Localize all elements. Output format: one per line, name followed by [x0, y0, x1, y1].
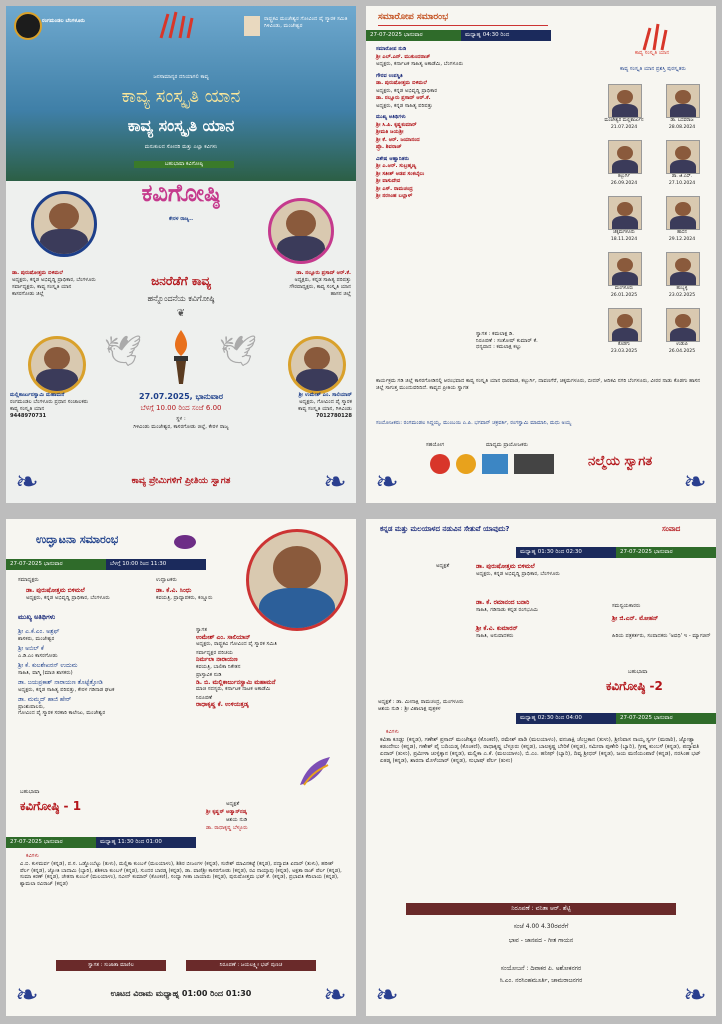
discussion-tag: ಸಂವಾದ: [662, 525, 681, 533]
awardee-name: ಹುಬ್ಬಳ್ಳಿ: [676, 286, 688, 291]
poster-cover: [6, 6, 356, 503]
title-stylized: ಕಾವ್ಯ ಸಂಸ್ಕೃತಿ ಯಾನ: [121, 86, 241, 107]
awardee-name: ಮಂಜೇಶ್ವರ ಮಲ್ಲಿಕಾರ್ಜುನ: [604, 118, 644, 123]
guest-desc: ಪ್ರಾಂಶುಪಾಲರು,: [18, 703, 45, 710]
corner-ornament-left: ❧: [375, 465, 399, 498]
kavigoshti-title: ಕವಿಗೋಷ್ಠಿ - 1: [20, 799, 82, 813]
coordinator-2: ಸಿ.ಎಂ. ನರಸಿಂಹಮೂರ್ತಿ, ಚಾಮರಾಜನಗರ: [499, 977, 583, 984]
awardee-name: ಉಡುಪಿ: [676, 342, 688, 347]
coordinator-left-phone: 9448970731: [10, 413, 47, 419]
corner-ornament-left: ❧: [375, 978, 399, 1011]
kavigoshti-label: ಬಹುಭಾಷಾ ಕವಿಗೋಷ್ಠಿ: [134, 161, 234, 168]
intro-name: ನಿರ್ಮಲಾ ನಾರಾಯಣ: [196, 656, 238, 663]
section-item: ಅಧ್ಯಕ್ಷರು, ಕನ್ನಡ ಅಭಿವೃದ್ಧಿ ಪ್ರಾಧಿಕಾರ: [376, 87, 438, 94]
rangamandala-logo: [14, 12, 42, 40]
corner-ornament-right: ❧: [323, 978, 347, 1011]
role-item: ಧನ್ಯವಾದ : ಕಮಲಾಕ್ಷ ಕಲ್ಲು: [476, 344, 522, 350]
date-bar: 27-07-2025 ಭಾನುವಾರ: [616, 547, 716, 558]
nirupane-bar: ನಿರೂಪಣೆ : ಜಯಲಕ್ಷ್ಮೀ ಭಟ್ ಪುಣಚ: [186, 960, 316, 971]
awardee-photo: [608, 140, 642, 174]
sponsor-logo-3: [482, 454, 508, 474]
guest-right-desc3: ಹಾಸನ ಜಿಲ್ಲೆ: [330, 291, 351, 297]
corner-ornament-right: ❧: [683, 978, 707, 1011]
coordinator-left-desc: ರಂಗಮಂಡಲ ಬೆಂಗಳೂರು ಪ್ರಧಾನ ಸಂಚಾಲಕರು: [10, 399, 89, 405]
section-title: ಉದ್ಘಾಟನಾ ಸಮಾರಂಭ: [36, 533, 119, 546]
awardee-card: [656, 84, 708, 140]
right-org-name: ರಾಷ್ಟ್ರಕವಿ ಮಂಜೇಶ್ವರ ಗೋವಿಂದ ಪೈ ಸ್ಮಾರಕ ಸಮಿತಿ ಗಿಳಿವಿಂಡು, ಮಂಜೇಶ್ವರ: [264, 16, 348, 29]
poster-samvada: [366, 519, 716, 1016]
awardee-date: 28.08.2024: [668, 125, 696, 130]
awardee-name: ಕಲ್ಬುರ್ಗಿ: [618, 174, 630, 179]
awardee-card: [656, 252, 708, 308]
guest-left-desc3: ಕಾಸರಗೋಡು ಜಿಲ್ಲೆ: [12, 291, 44, 297]
coordinator-right-photo: [288, 336, 346, 394]
kavigoshti-date-bar: 27-07-2025 ಭಾನುವಾರ: [616, 713, 716, 724]
kavigoshti-time-bar: ಮಧ್ಯಾಹ್ನ 11:30 ರಿಂದ 01:00: [96, 837, 196, 848]
awardee-photo: [666, 252, 700, 286]
panelist-2-desc: ಸಾಹಿತಿ, ಅನುವಾದಕರು: [476, 633, 514, 639]
poet-portrait-icon: [244, 16, 260, 36]
section-item: ಅಧ್ಯಕ್ಷರು, ಕರ್ನಾಟಕ ಸಾಹಿತ್ಯ ಅಕಾಡೆಮಿ, ಬೆಂಗಳೂರು: [376, 61, 464, 67]
coordinator-left-desc2: ಕಾವ್ಯ ಸಂಸ್ಕೃತಿ ಯಾನ: [10, 406, 45, 412]
section-item: ಶ್ರೀ ಎ.ಆರ್. ಸುಬ್ರಹ್ಮಣ್ಯ: [376, 163, 417, 169]
kavigoshti-title: ಕವಿಗೋಷ್ಠಿ -2: [606, 679, 663, 693]
tagline2: ಜನರೆಡೆಗೆ ಕಾವ್ಯ: [151, 274, 211, 288]
section-item: ಡಾ. ಪುರುಷೋತ್ತಮ ಬಿಳಿಮಲೆ: [376, 80, 427, 86]
chair-label: ಅಧ್ಯಕ್ಷತೆ: [436, 563, 450, 569]
awardee-card: [656, 308, 708, 364]
roles-list: [476, 331, 586, 351]
section-heading: ಸಮಾರೋಪ ನುಡಿ: [376, 46, 407, 52]
kavigoshti-time-bar: ಮಧ್ಯಾಹ್ನ 02:30 ರಿಂದ 04:00: [516, 713, 616, 724]
awardee-date: 26.01.2025: [610, 293, 638, 298]
awardee-photo: [608, 196, 642, 230]
awardee-name: ಡಾ. ಜಿ.ಎಸ್.: [671, 174, 693, 179]
section-title: ಸಮಾರೋಪ ಸಮಾರಂಭ: [378, 12, 449, 22]
section-item: ಶ್ರೀಮತಿ ಜಯಶ್ರೀ: [376, 129, 404, 135]
inaugurator-desc: ಕವಯತ್ರಿ, ಪ್ರಾಧ್ಯಾಪಕರು, ಕಣ್ಣೂರು: [156, 595, 213, 601]
program-roles: [196, 627, 346, 709]
prastavika-desc: ಮಾಜಿ ಸದಸ್ಯರು, ಕರ್ನಾಟಕ ನಾಟಕ ಅಕಾಡೆಮಿ: [196, 686, 271, 692]
feather-logo: [294, 755, 334, 791]
awardee-card: [656, 140, 708, 196]
guest-name: ಶ್ರೀ ಎ.ಕೆ.ಎಂ. ಅಶ್ರಫ್: [18, 628, 60, 635]
panelist-1-name: ಡಾ. ಕೆ. ರಮಾನಂದ ಬನಾರಿ: [476, 599, 530, 606]
kavigoshti-president: ಶ್ರೀ ಕೃಷ್ಣನ್ ಅಡ್ವಾನ್‌ನಡ್ಕ: [206, 809, 247, 815]
section-item: ಶ್ರೀ ವಾಸುದೇವ: [376, 178, 401, 184]
awardee-date: 27.10.2024: [668, 181, 696, 186]
awardee-name: ಚಿಕ್ಕಮಗಳೂರು: [613, 230, 635, 235]
poster-samaropa: [366, 6, 716, 503]
section-item: ಶ್ರೀ ಸತೀಶ್ ಅಡಪ ಸಂಕಬೈಲು: [376, 170, 425, 177]
poets-list: ವಿ.ಬಿ. ಕುಳಮರ್ವ (ಕನ್ನಡ), ಪ.ಸ. ಒಡ್ಡೊಂಬೆಟ್ಟು (ತುಳು), ಮಲ್ಲಿಕಾ ಕುಂಬಳೆ (ಮಲಯಾಳಂ), ಶಿಶಿರ ಬೀಜಂಗಳ (ಕನ್ನಡ), ಸುರೇಶ್ ಮಾವಿನಕಟ್ಟೆ (ಕನ್ನಡ), ಪದ್ಮಾವತಿ ಏದಾರ್ (ತುಳು), ಹರೀಶ್ ಪೆರ್ಲ (ಕನ್ನಡ), ಜ್ಯೋತಿ ಬಾದಾಮಿ (ಬ್ಯಾರಿ), ಶಶಿಕಲಾ ಕುಂಬಳೆ (ಕನ್ನಡ), ಸುಂದರ ಬಾರಡ್ಕ (ಕನ್ನಡ), ಡಾ. ವಾಣಿಶ್ರೀ ಕಾಸರಗೋಡು (ಕನ್ನಡ), ರವಿ ನಾಯ್ಕಾಪು (ಕನ್ನಡ), ಅಕ್ಷತಾ ರಾಜ್ ಪೆರ್ಲ (ಕನ್ನಡ), ಸುಮಾ ಕಿರಣ್ (ಕನ್ನಡ), ಚೇತನಾ ಕುಂಬಳೆ (ಮಲಯಾಳಂ), ನವೀನ್ ಕುಮಾರ್ (ಕೊಂಕಣಿ), ಸಂಧ್ಯಾ ಗೀತಾ ಬಾಯಾರು (ಕನ್ನಡ), ಪುರುಷೋತ್ತಮ ಭಟ್ ಕೆ. (ಕನ್ನಡ), ಪ್ರಭಾವತಿ ಕೆದಿಲಾಯ (ಕನ್ನಡ), ಶ್ಯಾಮಲಾ ರವಿರಾಜ್ (ಕನ್ನಡ): [20, 861, 342, 887]
moderator-label: ಸಮನ್ವಯಕಾರರು: [612, 603, 641, 609]
multilingual-label: ಬಹುಭಾಷಾ: [628, 669, 648, 675]
kavya-logo-text: ಕಾವ್ಯ ಸಂಸ್ಕೃತಿ ಯಾನ: [634, 50, 670, 56]
role-item: ಸ್ವಾಗತ : ಕಮಲಾಕ್ಷ ಡಿ.: [476, 331, 514, 337]
coordinator-right-desc: ಅಧ್ಯಕ್ಷರು, ಗೋವಿಂದ ಪೈ ಸ್ಮಾರಕ: [299, 399, 352, 405]
state: ಕೇರಳ ರಾಜ್ಯ..: [168, 216, 194, 222]
section-item: ಶ್ರೀ ಕೆ. ಆರ್. ಜಯಾನಂದ: [376, 136, 420, 143]
guest-left-desc2: ಸರ್ವಾಧ್ಯಕ್ಷರು, ಕಾವ್ಯ ಸಂಸ್ಕೃತಿ ಯಾನ: [12, 284, 72, 290]
coordinator-right-phone: 7012780128: [315, 413, 352, 419]
discussion-title: ಕನ್ನಡ ಮತ್ತು ಮಲಯಾಳದ ನಡುವಿನ ಸೇತುವೆ ಯಾವುದು?: [380, 525, 510, 533]
niroopane-bar: ನಿರೂಪಣೆ : ವನಿತಾ ಆರ್. ಶೆಟ್ಟಿ: [406, 903, 676, 915]
kavigoshti-date-bar: 27-07-2025 ಭಾನುವಾರ: [6, 837, 96, 848]
guest-name: ಶ್ರೀ ಕೆ. ಕುಲಶೇಖರನ್ ಉದುಮ: [18, 662, 78, 669]
welcome-name: ಉಮೇಶ್ ಎಂ. ಸಾಲಿಯಾನ್: [196, 633, 251, 641]
venue: ಗಿಳಿವಿಂಡು ಮಂಜೇಶ್ವರ, ಕಾಸರಗೋಡು ಜಿಲ್ಲೆ, ಕೇರಳ ರಾಜ್ಯ: [133, 424, 229, 430]
welcome-message: ಕಾವ್ಯ ಪ್ರೇಮಿಗಳಿಗೆ ಪ್ರೀತಿಯ ಸ್ವಾಗತ: [131, 476, 231, 486]
poster-udghatana: [6, 519, 356, 1016]
guest-name: ಶ್ರೀ ಅಬಿಲ್ ಕೆ: [18, 645, 44, 652]
event-time: ಬೆಳಗ್ಗೆ 10.00 ರಿಂದ ಸಂಜೆ 6.00: [140, 404, 222, 412]
subtitle: ಜನಸಾಮಾನ್ಯರ ದನಿಯಾಗಲಿ ಕಾವ್ಯ: [153, 74, 209, 80]
awardee-date: 26.04.2025: [668, 349, 696, 354]
awardee-date: 23.02.2025: [668, 293, 696, 298]
moderator-name: ಶ್ರೀ ಜಿ.ಎನ್. ಮೋಹನ್: [612, 615, 659, 622]
awardee-name: ಮಂಗಳೂರು: [614, 286, 634, 291]
inaugurator-label: ಉದ್ಘಾಟಕರು: [156, 577, 177, 583]
awardee-name: ಕೊಡಗು: [617, 342, 631, 347]
guest-left-photo: [31, 191, 97, 257]
sponsor-logo-2: [456, 454, 476, 474]
title: ಕಾವ್ಯ ಸಂಸ್ಕೃತಿ ಯಾನ: [127, 116, 235, 135]
panelist-1-desc: ಸಾಹಿತಿ, ಗಡಿನಾಡು ಕನ್ನಡ ರಂಗಭೂಮಿ: [476, 607, 539, 613]
guest-right-desc: ಅಧ್ಯಕ್ಷರು, ಕನ್ನಡ ಸಾಹಿತ್ಯ ಪರಿಷತ್ತು: [294, 277, 351, 283]
venue-label: ಸ್ಥಳ :: [176, 416, 186, 422]
section-heading: ಗೌರವ ಉಪಸ್ಥಿತಿ: [376, 72, 403, 79]
welcome-desc: ಅಧ್ಯಕ್ಷರು, ರಾಷ್ಟ್ರಕವಿ ಗೋವಿಂದ ಪೈ ಸ್ಮಾರಕ ಸಮಿತಿ: [196, 641, 277, 647]
section-heading: ವಿಶೇಷ ಆಹ್ವಾನಿತರು: [376, 155, 410, 162]
awardee-name: ಹಾಸನ: [677, 230, 687, 235]
date-bar: 27-07-2025 ಭಾನುವಾರ: [366, 30, 461, 41]
corner-ornament-left: ❧: [15, 465, 39, 498]
chief-guests-list: [18, 625, 188, 717]
kavigoshti-guest-label: ಆಶಯ ನುಡಿ: [226, 817, 248, 823]
awardee-photo: [608, 84, 642, 118]
kavigoshti-guest: ಡಾ. ರಾಧಾಕೃಷ್ಣ ಬೆಳ್ಳೂರು: [206, 825, 248, 831]
coordinator-right-name: ಶ್ರೀ ಉಮೇಶ್ ಎಂ. ಸಾಲಿಯಾನ್: [298, 392, 352, 398]
dove-left-icon: 🕊: [103, 334, 143, 369]
poets-label: ಕವಿಗಳು: [26, 853, 39, 859]
welcome-label: ಸ್ವಾಗತ: [196, 627, 208, 633]
program-sections: [376, 46, 586, 201]
swagata-bar: ಸ್ವಾಗತ : ಸುಜಾತಾ ಮಾಣಿಲ: [56, 960, 166, 971]
guest-desc: ಶಾಸಕರು, ಮಂಜೇಶ್ವರ: [18, 635, 55, 642]
evening-program: ಭಾವ - ಜಾನಪದ - ಗೀತ ಗಾಯನ: [508, 937, 574, 944]
time-bar: ಮಧ್ಯಾಹ್ನ 04:30 ರಿಂದ: [461, 30, 551, 41]
evening-time: ಸಂಜೆ 4.00 4.30ರವರೆಗೆ: [513, 923, 569, 930]
awardee-date: 29.12.2024: [668, 237, 696, 242]
sponsors-label: ಸಹಯೋಗ: [426, 442, 445, 448]
awardee-card: [598, 252, 650, 308]
guest-right-name: ಡಾ. ನಲ್ಲೂರು ಪ್ರಸಾದ್ ಆರ್.ಕೆ.: [296, 270, 351, 276]
prastavika-label: ಪ್ರಾಸ್ತಾವಿಕ ನುಡಿ: [196, 672, 222, 678]
awardee-card: [598, 140, 650, 196]
divider-ornament: ❦: [176, 308, 186, 319]
moderator-desc: ಹಿರಿಯ ಪತ್ರಕರ್ತರು, ಸಂಪಾದಕರು 'ಅವಧಿ' ಇ - ಮ್ಯಾಗಜಿನ್: [612, 633, 711, 639]
kavigoshti-guest: ಆಶಯ ನುಡಿ : ಶ್ರೀ ವಿಶಾಲಾಕ್ಷ ಪುತ್ರಕಳ: [378, 706, 441, 712]
chief-guests-label: ಮುಖ್ಯ ಅತಿಥಿಗಳು: [18, 613, 56, 621]
lunch-break: ಊಟದ ವಿರಾಮ ಮಧ್ಯಾಹ್ನ 01:00 ರಿಂದ 01:30: [110, 989, 252, 998]
niroopane-label: ನಿರೂಪಣೆ: [196, 694, 213, 701]
corner-ornament-right: ❧: [323, 465, 347, 498]
sponsor-logo-4: [514, 454, 554, 474]
awardee-card: [598, 196, 650, 252]
section-item: ಅಧ್ಯಕ್ಷರು, ಕನ್ನಡ ಸಾಹಿತ್ಯ ಪರಿಷತ್ತು: [376, 102, 433, 109]
leaf-ornament-icon: [174, 535, 196, 549]
role-item: ನಿರೂಪಣೆ : ಸಂತೋಷ್ ಕುಮಾರ್ ಕೆ.: [476, 337, 538, 344]
sponsors-media-label: ಮಾಧ್ಯಮ ಪ್ರಾಯೋಜಕರು: [486, 442, 528, 448]
welcome-message: ನಲ್ಮೆಯ ಸ್ವಾಗತ: [588, 454, 653, 469]
event-date: 27.07.2025, ಭಾನುವಾರ: [139, 392, 223, 401]
awardee-card: [598, 84, 650, 140]
coordinator-right-desc2: ಕಾವ್ಯ ಸಂಸ್ಕೃತಿ ಯಾನ, ಗಿಳಿವಿಂಡು: [298, 406, 352, 412]
awardee-name: ಡಾ. ಬಸವರಾಜ: [670, 118, 694, 123]
time-bar: ಮಧ್ಯಾಹ್ನ 01:30 ರಿಂದ 02:30: [516, 547, 616, 558]
kavigoshti-president: ಅಧ್ಯಕ್ಷತೆ : ಡಾ. ಮೀನಾಕ್ಷಿ ರಾಮಚಂದ್ರ, ಮಂಗಳೂರು: [378, 699, 464, 705]
guest-left-name: ಡಾ. ಪುರುಷೋತ್ತಮ ಬಿಳಿಮಲೆ: [12, 270, 63, 276]
guest-desc: ಸಾಹಿತಿ, ವಾಗ್ಮಿ (ಮಾಜಿ ಶಾಸಕರು): [18, 669, 73, 676]
kavigoshti-president-label: ಅಧ್ಯಕ್ಷತೆ: [226, 801, 240, 807]
awardee-photo: [666, 196, 700, 230]
torch-icon: [166, 328, 196, 386]
guest-left-desc: ಅಧ್ಯಕ್ಷರು, ಕನ್ನಡ ಅಭಿವೃದ್ಧಿ ಪ್ರಾಧಿಕಾರ, ಬೆಂಗಳೂರು: [12, 277, 96, 283]
awardee-date: 23.03.2025: [610, 349, 638, 354]
section-item: ಶ್ರೀ ಎಸ್. ರಾಮಚಂದ್ರ: [376, 185, 413, 192]
guest-name: ಡಾ. ಜಯಪ್ರಕಾಶ್ ನಾರಾಯಣ ತೊಟ್ಟೆತ್ತೋಡಿ: [18, 679, 103, 686]
section-heading: ಮುಖ್ಯ ಅತಿಥಿಗಳು: [376, 114, 406, 120]
awardee-photo: [608, 308, 642, 342]
coordinator-left-name: ಮಲ್ಲಿಕಾರ್ಜುನಸ್ವಾಮಿ ಮಹಾಮನೆ: [10, 392, 65, 398]
kavigoshti-title: ಕವಿಗೋಷ್ಠಿ: [141, 178, 221, 207]
awardee-photo: [666, 308, 700, 342]
prastavika-name: ಡಿ. ಬಿ. ಮಲ್ಲಿಕಾರ್ಜುನಸ್ವಾಮಿ ಮಹಾಮನೆ: [196, 678, 276, 686]
dancers-logo: [156, 10, 196, 40]
section-item: ಶ್ರೀ ಸಿ.ಪಿ. ಕೃಷ್ಣಕುಮಾರ್: [376, 121, 417, 128]
president-label: ಸಮಾಧ್ಯಕ್ಷರು: [18, 577, 39, 583]
intro-desc: ಕವಯತ್ರಿ, ಬಾಲಿಕಾ ನಿಕೇತನ: [196, 663, 241, 670]
guest-right-photo: [268, 198, 334, 264]
dove-right-icon: 🕊: [218, 334, 258, 369]
poets-list: ಕವಿತಾ ಕೂಡ್ಲು (ಕನ್ನಡ), ಗಣೇಶ್ ಪ್ರಸಾದ್ ಮಂಜೇಶ್ವರ (ಕೊಂಕಣಿ), ರಮೇಶ್ ಪಾಡಿ (ಮಲಯಾಳಂ), ವನಜಾಕ್ಷಿ ಚೆಂಬ್ರಕಾನ (ತುಳು), ಶ್ರೀನಿವಾಸ ನಾಯ್ಕ ಸ್ವರ್ಗ (ಮರಾಠಿ), ಜ್ಯೋತ್ಸ್ನಾ ಕಡಂದೇಲು (ಕನ್ನಡ), ಗಣೇಶ್ ಪೈ ಬದಿಯಡ್ಕ (ಕೊಂಕಣಿ), ರಾಧಾಕೃಷ್ಣ ಬೆಳ್ಳೂರು (ಕನ್ನಡ), ಬಾಲಕೃಷ್ಣ ಬೇರಿಕೆ (ಕನ್ನಡ), ಸಮೀರಾ ಪುಣೇರಿ (ಬ್ಯಾರಿ), ಗ್ರೀಷ್ಮ ಕುಂಬಳೆ (ಕನ್ನಡ), ಪದ್ಮಾವತಿ ಏದಾರ್ (ತುಳು), ಪ್ರಮೀಳಾ ಚುಳ್ಳಿಕ್ಕಾನ (ಕನ್ನಡ), ಮಲ್ಲಿಕಾ ಎ.ಕೆ. (ಮಲಯಾಳಂ), ಬಿ.ಎಂ. ಹನೀಫ್ (ಬ್ಯಾರಿ), ದಿವ್ಯ ಶ್ರೀಧರ್ (ಕನ್ನಡ), ಜಯ ಮಣಿಯಂಪಾರೆ (ಕನ್ನಡ), ನರಸಿಂಹ ಭಟ್ ಏತಡ್ಕ (ಕನ್ನಡ), ಶಾರದಾ ಮೊಳೆಯಾರ್ (ಕನ್ನಡ), ಸುಭಾಷ್ ಪೆರ್ಲ (ತುಳು): [380, 737, 701, 764]
sub-title: ಹನ್ನೊಂದನೆಯ ಕವಿಗೋಷ್ಠಿ: [147, 294, 215, 303]
awardee-date: 21.07.2024: [610, 125, 638, 130]
corner-ornament-right: ❧: [683, 465, 707, 498]
section-item: ಶ್ರೀ ಎಲ್.ಎನ್. ಮುಕುಂದರಾಜ್: [376, 53, 431, 60]
awardee-date: 18.11.2024: [610, 237, 638, 242]
corner-ornament-left: ❧: [15, 978, 39, 1011]
panelist-2-name: ಶ್ರೀ ಕೆ.ವಿ. ಕುಮಾರನ್: [476, 625, 518, 632]
niroopane-name: ರಾಧಾಕೃಷ್ಣ ಕೆ. ಉಳಿಯತ್ತಡ್ಕ: [196, 701, 249, 708]
tagline: ಮನುಕುಲದ ಸೋದರಿ ಮತ್ತು ಎಲ್ಲಾ ಕವಿಗಳು: [144, 144, 218, 150]
president-name: ಡಾ. ಪುರುಷೋತ್ತಮ ಬಿಳಿಮಲೆ: [26, 587, 85, 594]
guest-right-desc2: ಗೌರವಾಧ್ಯಕ್ಷರು, ಕಾವ್ಯ ಸಂಸ್ಕೃತಿ ಯಾನ: [289, 284, 351, 290]
title-underline: [378, 25, 548, 26]
coordinator-1: ಸಂಯೋಜನೆ : ದಿವಾಕರ ಪಿ. ಅಶೋಕನಗರ: [500, 965, 582, 972]
section-item: ಡಾ. ನಲ್ಲೂರು ಪ್ರಸಾದ್ ಆರ್.ಕೆ.: [376, 95, 431, 101]
guest-desc: ಅಧ್ಯಕ್ಷರು, ಕನ್ನಡ ಸಾಹಿತ್ಯ ಪರಿಷತ್ತು, ಕೇರಳ ಗಡಿನಾಡ ಘಟಕ: [18, 686, 115, 693]
section-item: ಶ್ರೀ ನರಸಿಂಹ ಬಲ್ಲಾಳ್: [376, 193, 413, 199]
award-title: ಕಾವ್ಯ ಸಂಸ್ಕೃತಿ ಯಾನ ಪ್ರಶಸ್ತಿ ಪುರಸ್ಕೃತರು: [620, 66, 686, 72]
chair-name: ಡಾ. ಪುರುಷೋತ್ತಮ ಬಿಳಿಮಲೆ: [476, 563, 535, 570]
description: ಕಾರ್ಯಕ್ರಮ ಗಡಿ ಜಿಲ್ಲೆ ಕಾಸರಗೋಡಿನಲ್ಲಿ ಆರಂಭವಾದ ಕಾವ್ಯ ಸಂಸ್ಕೃತಿ ಯಾನ ಧಾರವಾಡ, ಕಲ್ಬುರ್ಗಿ, ದಾವಣಗೆರೆ, ಚಿಕ್ಕಮಗಳೂರು, ಬೀದರ್, ಆದಿಕವಿ ನಗರಿ ಬೆಂಗಳೂರು, ವೀರರ ನಾಡು ಕೊಡಗು ಹಾಸನ ಜಿಲ್ಲೆ ಸಾಗುತ್ತ ಮುಂದುವರಿದಿದೆ. ಕಾವ್ಯದ ಪ್ರೀತಿಯ ಸ್ವಾಗತ: [376, 378, 701, 391]
awardee-date: 26.09.2024: [610, 181, 638, 186]
chair-desc: ಅಧ್ಯಕ್ಷರು, ಕನ್ನಡ ಅಭಿವೃದ್ಧಿ ಪ್ರಾಧಿಕಾರ, ಬೆಂಗಳೂರು: [476, 571, 560, 577]
multilingual-label: ಬಹುಭಾಷಾ: [20, 789, 40, 795]
awardee-photo: [666, 140, 700, 174]
awardee-card: [598, 308, 650, 364]
awardee-card: [656, 196, 708, 252]
inaugurator-name: ಡಾ. ಕೆ.ವಿ. ಸಿಂಧು: [156, 587, 192, 594]
time-bar: ಬೆಳಗ್ಗೆ 10:00 ರಿಂದ 11:30: [106, 559, 206, 570]
coordinators: ಸಂಯೋಜಕರು: ರಂಗಮಂಡಲ ಸಿದ್ದಯ್ಯ, ಮುಂಬಯಿ ಎ.ಪಿ. ಭಗವಾನ್ ಚಕ್ರವರ್ತಿ, ರಂಗಸ್ವಾಮಿ ಮಾಮಾನಿ, ಮಧು ಅಯ್ಯ: [376, 420, 572, 426]
president-desc: ಅಧ್ಯಕ್ಷರು, ಕನ್ನಡ ಅಭಿವೃದ್ಧಿ ಪ್ರಾಧಿಕಾರ, ಬೆಂಗಳೂರು: [26, 595, 110, 601]
section-item: ಪ್ರೊ. ಶಿವರಾಜ್: [376, 144, 402, 150]
guest-name: ಡಾ. ಮಮ್ಮದ್ ಹಾಜಿ ಹೇರ್: [18, 696, 72, 703]
coordinator-left-photo: [28, 336, 86, 394]
awardee-photo: [608, 252, 642, 286]
guest-desc: ಎ.ಡಿ.ಎಂ ಕಾಸರಗೋಡು: [18, 652, 58, 659]
org-name: ರಂಗಮಂಡಲ ಬೆಂಗಳೂರು: [42, 18, 85, 24]
guest-desc: ಗೋವಿಂದ ಪೈ ಸ್ಮಾರಕ ಸರಕಾರಿ ಕಾಲೇಜು, ಮಂಜೇಶ್ವರ: [18, 710, 106, 716]
date-bar: 27-07-2025 ಭಾನುವಾರ: [6, 559, 106, 570]
poets-label: ಕವಿಗಳು: [386, 729, 399, 735]
inaugurator-photo: [246, 529, 348, 631]
intro-label: ಸರ್ವಾಧ್ಯಕ್ಷರ ಪರಿಚಯ: [196, 649, 234, 656]
awardee-photo: [666, 84, 700, 118]
sponsor-logo-1: [430, 454, 450, 474]
